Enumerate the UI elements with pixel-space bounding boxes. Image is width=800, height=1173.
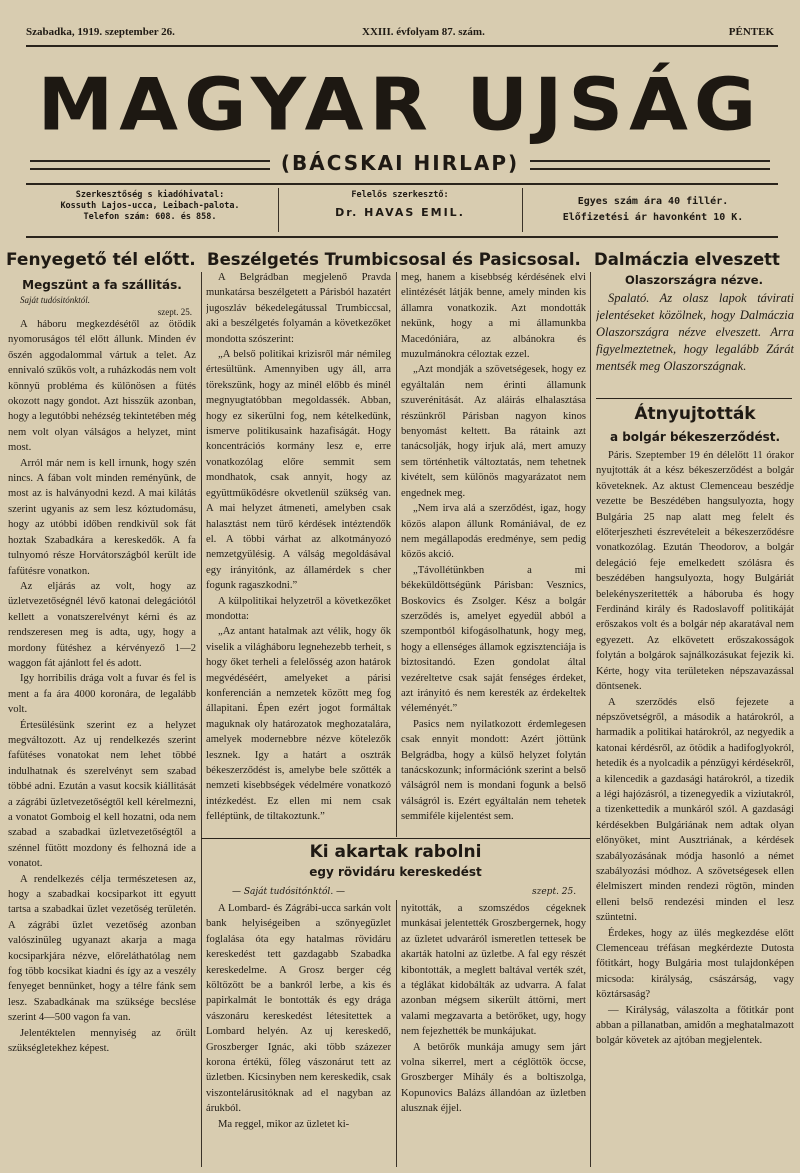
column-rule (201, 272, 202, 1167)
paragraph: A betörők munkája amugy sem járt volna sikerrel, mert a céglöttök öccse, Groszberger Mihály és a boltiszolga, Kopunovics Balázs állandóan az üzletben alusznak éjjel. (401, 1041, 586, 1115)
paragraph: „A belső politikai krizisről már némileg értesültünk. Amennyiben ugy áll, arra törekszünk, hogy az minél előbb és minél megnyugtatóbban megoldassék. Abban, hogy ez sikerülni fog, nem kételkedünk, ismerve politikusaink hazafiságát. Hogy koncentrációs kormány lesz e, erre vonatkozólag előre semmit sem mondhatok, csak annyit, hogy az együttműködésre okvetlenül szükség van. A mai helyzet átmeneti, amelyben csak halasztást nem türő kérdések intéztendők el. A többi várhat az alkotmányozó nemzetgyülésig. A válság megoldásával egy irányitónk, az államérdek s cher fogunk ragaszkodni.” (206, 349, 391, 592)
main-headline: Beszélgetés Trumbicsosal és Pasicsosal. (207, 250, 581, 269)
dateline (26, 26, 774, 42)
paragraph: Igy horribilis drága volt a fuvar és fel is ment a fa ára 4000 koronára, de legalább volt. (8, 673, 196, 716)
paragraph: Páris. Szeptember 19 én délelőtt 11 órakor nyujtották át a kész békeszerződést a bolgár követeknek. Az aktust Clemenceau beszédje vezette be Beszédében hangsulyozta, hogy Bulgária 25 nap alatt meg felelt és előterjeszheti észrevételeit a békeszerződésre vonatkozólag. Ezután Theodorov, a bolgár delegáció feje emelkedett szólásra és beszédében hangsulyozta, hogy Bulgáriát belekényszeritették a háboruba és hogy Ferdinánd király és Radoslavoff politikáját erőszakos volt és a bolgár nép akaratával nem egyezett. Az elkövetett erőszakosságok folytán a bolgárok sajnálkozásukat fejezik ki. Kérte, hogy vita területeken népszavazással döntsenek. (596, 450, 794, 693)
left-headline: Fenyegető tél előtt. (6, 250, 196, 270)
main-article-col2 (401, 270, 586, 836)
rabolni-col1 (206, 901, 391, 1167)
left-subhead: Megszünt a fa szállitás. (22, 278, 182, 292)
rabolni-byline-date: szept. 25. (532, 887, 577, 897)
paragraph: Az eljárás az volt, hogy az üzletvezetőségnél lévő katonai delegációtól kellett a vonatszerelvényt kérni és az rendszeresen meg is adta, ugy, hogy a mordony fütéshez a kérvényező 1—2 waggon fát ajánlott fel és adott. (8, 580, 196, 669)
paragraph: nyitották, a szomszédos cégeknek munkásai jelentették Groszbergernek, hogy az üzletet udvaráról ismeretlen tettesek be akarták hatolni az üzletbe. A fal egy részét kibontották, a meglett baltával verték szét, a téglákat kidobálták az udvarra. A falat azonban mégsem sikerült áttörni, mert valami megzavarta a betörőket, ugy, hogy nem fejezhették be munkájukat. (401, 903, 586, 1038)
info-editor-name: Dr. HAVAS EMIL. (335, 206, 465, 219)
rabolni-byline-source: — Saját tudósitónktól. — (232, 887, 346, 897)
left-byline-date: szept. 25. (157, 307, 192, 317)
paragraph: meg, hanem a kisebbség kérdésének elvi elintézését látják benne, amely minden kis államra vonatkozik. Azt mondották nekünk, hogy a mi államunkba Macedóniára, az albánokra és muzulmánokra céloztak ezzel. (401, 272, 586, 361)
paragraph: „Nem irva alá a szerződést, igaz, hogy közös alapon állunk Romániával, de ez nem megállapodás eredménye, sem pedig közös akció. (401, 503, 586, 561)
info-office-line: Kossuth Lajos-ucca, Leibach-palota. (60, 201, 240, 211)
atnyujtottak-text (596, 448, 794, 1167)
paragraph: Jelentéktelen mennyiség az őrült szükségletekhez képest. (8, 1027, 196, 1055)
info-office-line: Telefon szám: 608. és 858. (83, 212, 217, 222)
info-office-line: Szerkesztőség s kiadóhivatal: (75, 190, 225, 200)
atnyujtottak-headline: Átnyujtották (634, 404, 756, 424)
dateline-weekday: PÉNTEK (728, 26, 774, 38)
paragraph: Pasics nem nyilatkozott érdemlegesen csak ennyit mondott: Azért jöttünk Belgrádba, hogy a külső helyzet folytán tanácskozunk; információnk szerint a belső válságról nem is mondani fogunk a belső válságról is. Ezért egyáltalán nem tehetek semmiféle kijelentést sem. (401, 718, 586, 823)
dateline-volume: XXIII. évfolyam 87. szám. (362, 26, 485, 38)
left-article (8, 277, 196, 1167)
paragraph: A szerződés első fejezete a népszövetségről, a második a határokról, a harmadik a politikai határokról, az negyedik a katonai kérdésről, az ötödik a hadifoglyokról, hetedik és a nyolcadik a pénzügyi kérdésekről, a kilencedik a gazdasági határokról, a tizedik a légi hajózásról, a tizenegyedik a viziutakról, a tizenkettedik a munkáról szól. A gazdasági kérdésekben Bulgáriának nem adtak olyan előnyöket, mint Ausztriának, a kérdések szabályozásának módja hasonló a német szabályozási módhoz. A szövetségesek ellen élelmiszert minden rendezi rögtön, minden elleni belső rendezési minden el lesz szüntetni. (596, 696, 794, 924)
masthead-title: MAGYAR UJSÁG (37, 62, 763, 147)
masthead-subtitle: (BÁCSKAI HIRLAP) (280, 151, 520, 175)
paragraph: „Azt mondják a szövetségesek, hogy ez egyáltalán nem érinti államunk szuverénitását. Az aláirás elhalasztása részünkről Párisban nagyon kinos benyomást keltett. Ba rátaink azt tanácsolják, hogy irjuk alá, mert amuzy sem történhetik változtatás, nem tehetnek kivételt, sem különös magyarázatot nem engednek meg. (401, 364, 586, 499)
left-byline (8, 293, 196, 317)
dalmacia-headline: Dalmáczia elveszett (594, 250, 780, 269)
paragraph: „Távollétünkben a mi békeküldöttségünk Párisban: Vesznics, Boskovics és Zsolger. Kész a bolgár szerződés is, amelyet egyedül abból a szempontból kifogásolhatunk, hogy meg, hogy a ellenséges államok egzisztenciája is biztositandó. Ezen gondolat által vezéreltetve csak saját fenséges érdeket, azt irányitó és nem keresték az érdekeltek véleményét.” (401, 564, 586, 715)
info-divider (522, 188, 523, 232)
left-byline-source: Saját tudósitónktól. (20, 295, 91, 305)
column-rule (396, 900, 397, 1167)
paragraph: A háboru megkezdésétől az ötödik nyomoruságos tél előtt állunk. Minden év őszén aggodalommal vártuk a telet. Az ennivaló szűkös volt, a ruházkodás nem volt könnyü probléma és különösen a fütés okozott nagy gondot. Azt hisszük azonban, hogy a legutóbbi nehézség tekintetében még nem volt olyan válságos a helyzet, mint most. (8, 319, 196, 454)
info-office (30, 190, 270, 223)
paragraph: Spalató. Az olasz lapok távirati jelentéseket közölnek, hogy Dalmáczia Olaszországra nézve elveszett. Arra figyelmeztetnek, hogy legalább Zárát mentsék meg Olaszországnak. (596, 291, 794, 373)
dateline-date: Szabadka, 1919. szeptember 26. (26, 26, 175, 38)
atnyujtottak-subhead: a bolgár békeszerződést. (609, 430, 781, 444)
column-rule (396, 272, 397, 837)
section-rule (596, 398, 792, 399)
paragraph: Ma reggel, mikor az üzletet ki- (218, 1118, 350, 1130)
info-editor-label: Felelős szerkesztő: (351, 190, 449, 200)
dalmacia-text (596, 290, 794, 394)
info-price (528, 194, 778, 226)
top-rule (26, 45, 778, 47)
paragraph: Arról már nem is kell irnunk, hogy szén nincs. A fában volt minden reményünk, de most az is halványodni kezd. A mai kilátás szerint ugyanis az sem lesz kóztudomásu, hogy az utóbbi időben rendkivül sok fát hoztak Szabadkára a kereskedők. A fa tulnyomó része Horvátországból került ide fafütésre vonatkon. (8, 457, 196, 577)
paragraph: — Királyság, válaszolta a főtitkár pont abban a pillanatban, amidőn a meghatalmazott bolgár követek az ajtóban megjelentek. (596, 1004, 794, 1047)
masthead-rule (26, 183, 778, 185)
info-divider (278, 188, 279, 232)
info-rule (26, 236, 778, 238)
dalmacia-subhead: Olaszországra nézve. (625, 273, 763, 287)
paragraph: A Belgrádban megjelenő Pravda munkatársa beszélgetett a Párisból hazatért jugoszláv békedelegátussal Trumbiccsal, aki a beszélgetés folyamán a következőket mondotta szószerint: (206, 272, 391, 345)
paragraph: A rendelkezés célja természetesen az, hogy a szabadkai kocsiparkot itt egyutt tartsa a szabadkai üzlet vezetőség területén. A zágrábi üzlet vezetőség azonban valószinüleg ugyanazt akarja a maga kocsiparkjára nézve, előreláthatólag nem fog több kocsikat kiadni és így az a veszély fenyeget bennünket, hogy a télre fánk sem lesz. Szabadkának ma szüksége becslése szerint 4—500 vagon fa van. (8, 873, 196, 1024)
rabolni-col2 (401, 901, 586, 1167)
main-article-col1 (206, 270, 391, 836)
paragraph: Érdekes, hogy az ülés megkezdése előtt Clemenceau tréfásan megkérdezte Dutosta főtitkárt, hogy Bulgária most tulajdonképen micsoda: királyság, császárság, vagy köztársaság? (596, 927, 794, 1001)
info-price-line: Egyes szám ára 40 fillér. (577, 196, 729, 207)
paragraph: A külpolitikai helyzetről a következőket mondotta: (206, 595, 391, 622)
paragraph: A Lombard- és Zágrábi-ucca sarkán volt bank helyiségeiben a szőnyegüzlet foglalása óta egy hatalmas rövidáru kereskedést tett gazdagabb Szabadka kereskedelme. A Grosz berger cég költözött be a bankról lerbe, a kis és papirkalmát le bontották és egy drága vászonáru kereskedést létesitettek a Lombard helyén. Az uj kereskedő, Groszberger Ignác, aki több százezer korona értékü, főleg vászonárut tett az üzletben. Kicsinyben nem kereskedik, csak viszontelárusitóknak ad el nagyban az árukból. (206, 903, 391, 1115)
rabolni-subhead: egy rövidáru kereskedést (309, 865, 482, 879)
paragraph: Értesülésünk szerint ez a helyzet megváltozott. Az uj rendelkezés szerint fafütéses vonatokat nem lehet többé indulhatnak és szerelvényt sem szabad többé adni. Ezután a vasut kocsik kiállitását a zágrábi üzletvezetőségtől kell kérelmezni, a vonatot Gomboig el kell hozatni, oda nem szabad a szabadkai üzletvezetőségtől a szénnel fütött mozdony és felhozná ide a vonatot. (8, 719, 196, 870)
info-editor (282, 190, 518, 218)
paragraph: „Az antant hatalmak azt vélik, hogy ők viselik a világháboru legnehezebb terheit, s hogy őket terheli a felelősség azon határok megvédéséért, amelyeket a párisi konferencián a nemzetek között meg fog állapitani. Épen ezért jogot formáltak maguknak oly határozatok meghozatalára, amelyek modernebbre nézve kötelezők lesznek. Igy a határt a osztrák békeszerződést is, amelybe bele szőtték a nemzeti kisebbségek védelmére vonatkozó intézkedést. Ez ellen mi nem csak felléptünk, de tiltakoztunk.” (206, 626, 391, 823)
info-price-line: Előfizetési ár havonként 10 K. (562, 212, 744, 223)
section-rule (201, 838, 590, 839)
rabolni-headline: Ki akartak rabolni (309, 842, 482, 862)
